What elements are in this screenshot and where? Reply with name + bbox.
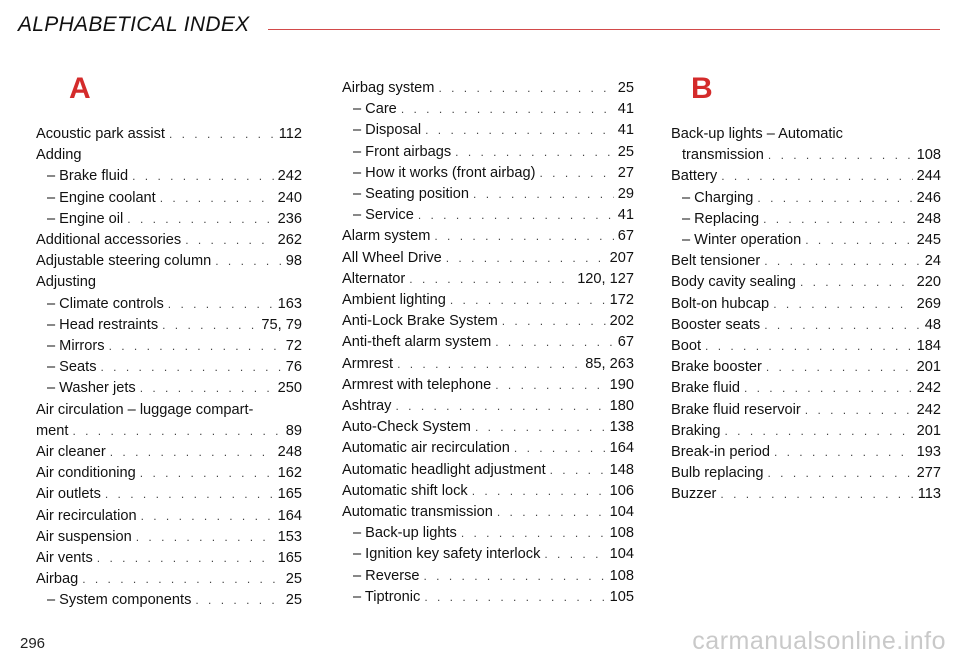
entry-page: 25: [617, 143, 634, 160]
entry-label: Adding: [36, 147, 82, 164]
entry-label: Back-up lights – Automatic: [671, 126, 843, 142]
dot-leader: [455, 142, 614, 163]
index-entry: [342, 438, 634, 459]
entry-page: 164: [609, 440, 634, 457]
dot-leader: [185, 230, 273, 251]
entry-label: Battery: [671, 168, 718, 185]
dot-leader: [160, 188, 274, 209]
entry-page: 248: [916, 210, 941, 227]
dot-leader: [141, 506, 274, 527]
entry-label: Auto-Check System: [342, 419, 471, 436]
dot-leader: [502, 311, 606, 332]
entry-page: 104: [609, 504, 634, 521]
dot-leader: [472, 481, 606, 502]
dot-leader: [764, 315, 921, 336]
dot-leader: [475, 417, 606, 438]
entry-label: – Washer jets: [47, 380, 136, 397]
index-entry: [36, 548, 302, 569]
entry-label: Air conditioning: [36, 465, 136, 482]
entry-page: 25: [617, 80, 634, 96]
index-entry: [342, 417, 634, 438]
index-entry: [342, 78, 634, 99]
dot-leader: [97, 548, 274, 569]
entry-page: 85, 263: [585, 355, 634, 372]
entry-label: – Service: [353, 207, 414, 224]
dot-leader: [763, 209, 913, 230]
entry-label: Brake fluid: [671, 380, 740, 397]
entry-page: 67: [617, 228, 634, 245]
index-entry: [342, 502, 634, 523]
dot-leader: [805, 400, 913, 421]
index-entry: [342, 544, 634, 565]
entry-page: 242: [916, 380, 941, 397]
entry-page: 48: [924, 316, 941, 333]
index-entry: [342, 523, 634, 544]
index-entries: [36, 124, 302, 612]
entry-label: Air circulation – luggage compart-: [36, 401, 254, 418]
entry-page: 236: [277, 210, 302, 227]
index-entry: [671, 400, 941, 421]
dot-leader: [805, 230, 912, 251]
dot-leader: [497, 502, 606, 523]
entry-page: 248: [277, 444, 302, 461]
index-entry: [671, 378, 941, 399]
header-rule: [268, 29, 940, 30]
entry-label: Automatic shift lock: [342, 482, 468, 499]
entry-page: 104: [609, 546, 634, 563]
entry-page: 67: [617, 334, 634, 351]
index-entry: [342, 396, 634, 417]
index-entry: [671, 442, 941, 463]
entry-page: 207: [609, 249, 634, 266]
section-letter-a: A: [69, 72, 91, 105]
index-entry: [342, 205, 634, 226]
index-entry: [36, 378, 302, 399]
dot-leader: [495, 375, 605, 396]
entry-label: – Reverse: [353, 567, 420, 584]
entry-label: – Back-up lights: [353, 525, 457, 542]
index-entry: [342, 460, 634, 481]
dot-leader: [473, 184, 614, 205]
entry-page: 246: [916, 189, 941, 206]
dot-leader: [450, 290, 606, 311]
entry-label: Brake fluid reservoir: [671, 401, 801, 418]
index-entry: [342, 163, 634, 184]
index-entry: [36, 251, 302, 272]
index-entry: [671, 251, 941, 272]
entry-page: 138: [609, 419, 634, 436]
entry-page: 180: [609, 398, 634, 415]
entry-page: 89: [285, 422, 302, 439]
entry-label: – Winter operation: [682, 232, 802, 249]
index-entry: [671, 357, 941, 378]
index-entry: [671, 484, 941, 505]
entry-label: transmission: [682, 147, 764, 164]
dot-leader: [774, 442, 913, 463]
entry-page: 27: [617, 164, 634, 181]
entry-label: – Engine oil: [47, 210, 124, 227]
entry-label: Adjusting: [36, 274, 97, 291]
entry-page: 162: [277, 465, 302, 482]
dot-leader: [140, 378, 274, 399]
dot-leader: [397, 354, 581, 375]
entry-label: Armrest: [342, 355, 394, 372]
dot-leader: [424, 587, 605, 608]
dot-leader: [72, 421, 281, 442]
index-entry: [342, 566, 634, 587]
entry-label: ment: [36, 422, 69, 439]
dot-leader: [132, 166, 274, 187]
entry-label: Brake booster: [671, 359, 762, 376]
entry-label: Air vents: [36, 550, 93, 567]
entry-page: 220: [916, 274, 941, 291]
entry-label: – Head restraints: [47, 316, 159, 333]
entry-label: Armrest with telephone: [342, 376, 492, 393]
index-entry: [342, 332, 634, 353]
entry-label: Air outlets: [36, 486, 101, 503]
entry-label: – Engine coolant: [47, 189, 156, 206]
entry-label: – Charging: [682, 189, 754, 206]
index-entry: [671, 294, 941, 315]
dot-leader: [744, 378, 913, 399]
entry-page: 41: [617, 101, 634, 118]
dot-leader: [438, 78, 613, 99]
index-entry: [36, 315, 302, 336]
section-letter-b: B: [691, 72, 713, 105]
entry-label: Airbag system: [342, 80, 435, 96]
dot-leader: [724, 421, 912, 442]
index-entry: [671, 315, 941, 336]
index-entry: [36, 527, 302, 548]
entry-label: Ambient lighting: [342, 292, 446, 309]
index-entry: [36, 400, 302, 421]
entry-page: 193: [916, 444, 941, 461]
entry-page: 76: [285, 359, 302, 376]
index-entries: [342, 78, 634, 608]
entry-label: Buzzer: [671, 486, 717, 503]
entry-label: – Tiptronic: [353, 588, 421, 605]
entry-label: Belt tensioner: [671, 253, 761, 270]
index-entry: [342, 587, 634, 608]
dot-leader: [110, 442, 274, 463]
dot-leader: [720, 484, 913, 505]
index-entry: [36, 145, 302, 166]
dot-leader: [446, 248, 606, 269]
index-entry: [36, 166, 302, 187]
index-entry: [342, 290, 634, 311]
entry-page: 164: [277, 507, 302, 524]
index-entry: [342, 248, 634, 269]
dot-leader: [101, 357, 282, 378]
index-entry: [36, 272, 302, 293]
index-entry: [36, 569, 302, 590]
dot-leader: [195, 590, 281, 611]
entry-label: – Replacing: [682, 210, 760, 227]
entry-page: 108: [609, 525, 634, 542]
entry-page: 108: [609, 567, 634, 584]
entry-label: – Seating position: [353, 186, 470, 203]
entry-page: 201: [916, 359, 941, 376]
index-column-1: [36, 70, 302, 612]
entry-label: Air cleaner: [36, 444, 106, 461]
index-entry: [36, 484, 302, 505]
entry-label: Braking: [671, 422, 721, 439]
dot-leader: [424, 566, 606, 587]
entry-page: 120, 127: [577, 270, 634, 287]
entry-page: 240: [277, 189, 302, 206]
dot-leader: [461, 523, 606, 544]
entry-page: 106: [609, 482, 634, 499]
entry-label: – How it works (front airbag): [353, 164, 536, 181]
index-entry: [671, 209, 941, 230]
entry-label: Body cavity sealing: [671, 274, 796, 291]
index-entry: [342, 142, 634, 163]
dot-leader: [514, 438, 606, 459]
entry-page: 165: [277, 486, 302, 503]
index-entry: [342, 311, 634, 332]
entry-label: – Brake fluid: [47, 168, 129, 185]
dot-leader: [773, 294, 912, 315]
index-entry: [36, 230, 302, 251]
entry-page: 24: [924, 253, 941, 270]
entry-page: 25: [285, 592, 302, 609]
dot-leader: [109, 336, 282, 357]
index-entry: [342, 226, 634, 247]
dot-leader: [550, 460, 606, 481]
entry-page: 244: [916, 168, 941, 185]
entry-page: 108: [916, 147, 941, 164]
entry-page: 184: [916, 338, 941, 355]
dot-leader: [434, 226, 613, 247]
index-column-2: [342, 78, 634, 608]
entry-label: – Seats: [47, 359, 97, 376]
dot-leader: [757, 188, 912, 209]
entry-label: Break-in period: [671, 444, 770, 461]
entry-label: Airbag: [36, 571, 79, 588]
entry-label: Bolt-on hubcap: [671, 295, 770, 312]
dot-leader: [764, 251, 921, 272]
dot-leader: [136, 527, 274, 548]
entry-label: All Wheel Drive: [342, 249, 442, 266]
entry-page: 153: [277, 528, 302, 545]
dot-leader: [401, 99, 614, 120]
dot-leader: [169, 124, 275, 145]
entry-label: Adjustable steering column: [36, 253, 212, 270]
entry-page: 242: [277, 168, 302, 185]
entry-page: 202: [609, 313, 634, 330]
index-entry: [36, 590, 302, 611]
entry-label: Bulb replacing: [671, 465, 764, 482]
index-entry: [671, 272, 941, 293]
page-number: 296: [20, 635, 46, 652]
index-entries: [671, 124, 941, 506]
entry-page: 245: [916, 232, 941, 249]
entry-label: Alternator: [342, 270, 406, 287]
index-entry: [671, 124, 941, 145]
dot-leader: [800, 272, 913, 293]
dot-leader: [418, 205, 614, 226]
entry-page: 250: [277, 380, 302, 397]
dot-leader: [215, 251, 282, 272]
index-entry: [36, 294, 302, 315]
entry-page: 201: [916, 422, 941, 439]
entry-label: Anti-Lock Brake System: [342, 313, 498, 330]
entry-page: 242: [916, 401, 941, 418]
entry-label: – Mirrors: [47, 338, 105, 355]
dot-leader: [395, 396, 605, 417]
index-entry: [671, 463, 941, 484]
index-entry: [36, 463, 302, 484]
dot-leader: [162, 315, 257, 336]
entry-label: Ashtray: [342, 398, 392, 415]
entry-page: 190: [609, 376, 634, 393]
entry-page: 72: [285, 338, 302, 355]
index-entry: [342, 120, 634, 141]
entry-page: 41: [617, 207, 634, 224]
entry-page: 98: [285, 253, 302, 270]
index-entry: [36, 336, 302, 357]
dot-leader: [544, 544, 605, 565]
index-entry: [342, 184, 634, 205]
entry-page: 113: [917, 486, 941, 503]
entry-page: 172: [609, 292, 634, 309]
index-entry: [36, 442, 302, 463]
dot-leader: [705, 336, 913, 357]
entry-page: 165: [277, 550, 302, 567]
dot-leader: [140, 463, 274, 484]
entry-page: 277: [916, 465, 941, 482]
entry-label: – Disposal: [353, 122, 422, 139]
index-entry: [342, 99, 634, 120]
entry-label: – Ignition key safety interlock: [353, 546, 541, 563]
entry-page: 262: [277, 232, 302, 249]
index-entry: [671, 230, 941, 251]
entry-label: Acoustic park assist: [36, 126, 165, 142]
dot-leader: [425, 120, 614, 141]
entry-label: Automatic transmission: [342, 504, 493, 521]
entry-page: 75, 79: [261, 316, 302, 333]
dot-leader: [82, 569, 282, 590]
index-entry: [36, 124, 302, 145]
entry-label: Additional accessories: [36, 232, 182, 249]
dot-leader: [768, 145, 913, 166]
entry-label: – Climate controls: [47, 295, 164, 312]
page-title: ALPHABETICAL INDEX: [18, 13, 250, 36]
entry-label: Automatic air recirculation: [342, 440, 510, 457]
index-entry: [36, 188, 302, 209]
index-entry: [671, 421, 941, 442]
entry-label: Air recirculation: [36, 507, 137, 524]
index-entry: [36, 506, 302, 527]
entry-page: 29: [617, 186, 634, 203]
entry-label: Alarm system: [342, 228, 431, 245]
entry-page: 148: [609, 461, 634, 478]
entry-page: 163: [277, 295, 302, 312]
dot-leader: [409, 269, 573, 290]
index-entry: [36, 357, 302, 378]
watermark: carmanualsonline.info: [692, 627, 946, 655]
dot-leader: [495, 332, 614, 353]
index-entry: [671, 188, 941, 209]
dot-leader: [127, 209, 273, 230]
entry-page: 269: [916, 295, 941, 312]
entry-label: Anti-theft alarm system: [342, 334, 492, 351]
index-entry: [342, 269, 634, 290]
dot-leader: [539, 163, 613, 184]
index-entry: [36, 209, 302, 230]
entry-page: 41: [617, 122, 634, 139]
index-entry: [671, 145, 941, 166]
index-entry: [671, 166, 941, 187]
dot-leader: [168, 294, 274, 315]
index-entry: [36, 421, 302, 442]
dot-leader: [766, 357, 913, 378]
entry-label: Air suspension: [36, 528, 132, 545]
dot-leader: [721, 166, 912, 187]
entry-label: Boot: [671, 338, 702, 355]
dot-leader: [768, 463, 913, 484]
entry-label: – System components: [47, 592, 192, 609]
index-entry: [671, 336, 941, 357]
index-entry: [342, 354, 634, 375]
index-column-3: [671, 70, 941, 506]
entry-label: Automatic headlight adjustment: [342, 461, 546, 478]
index-entry: [342, 375, 634, 396]
dot-leader: [105, 484, 274, 505]
index-entry: [342, 481, 634, 502]
entry-page: 25: [285, 571, 302, 588]
entry-label: Booster seats: [671, 316, 761, 333]
entry-label: – Care: [353, 101, 397, 118]
entry-page: 112: [278, 126, 302, 142]
entry-page: 105: [609, 588, 634, 605]
entry-label: – Front airbags: [353, 143, 452, 160]
